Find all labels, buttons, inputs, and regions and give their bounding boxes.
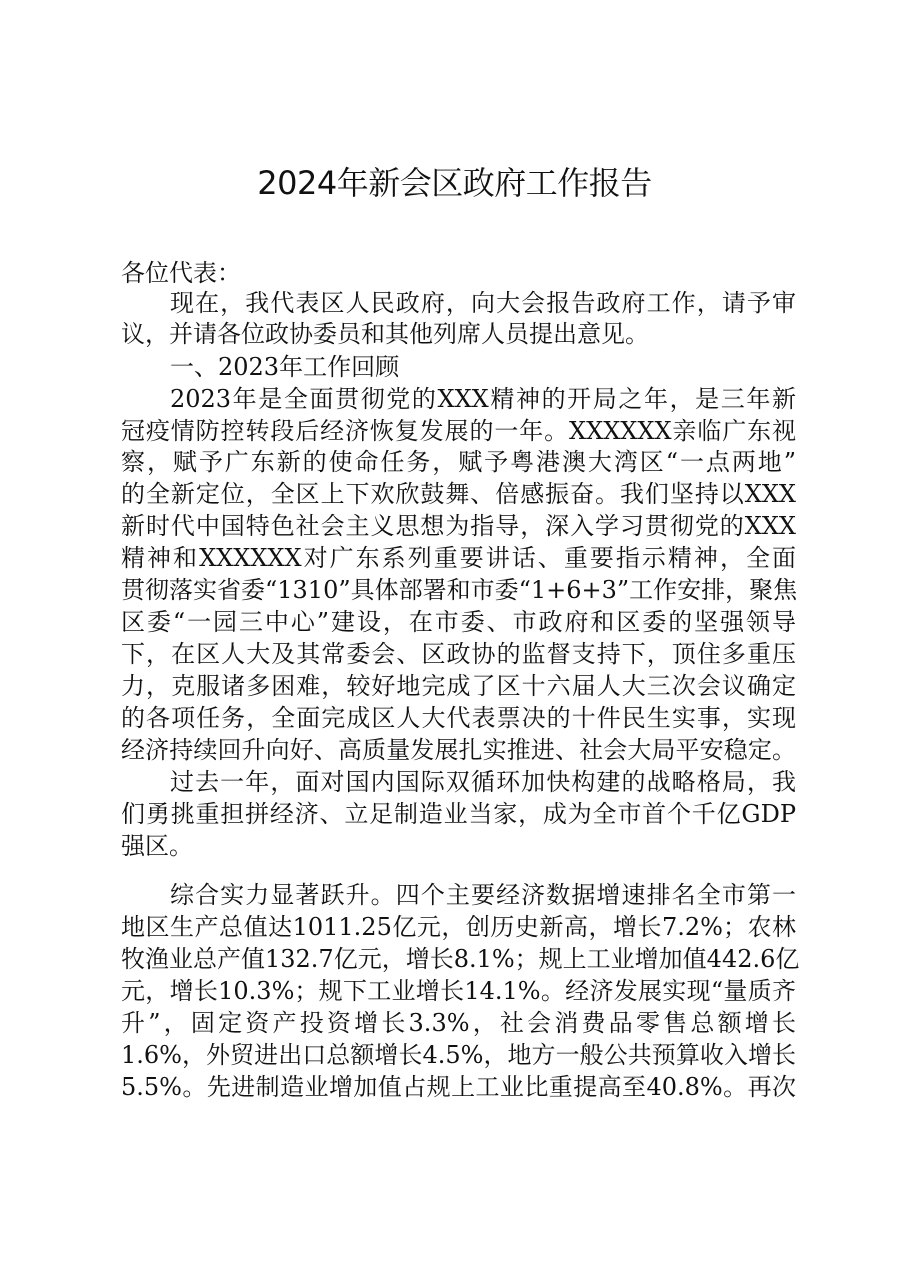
paragraph-line: 地区生产总值达1011.25亿元，创历史新高，增长7.2%；农林 [121,913,796,941]
paragraph-line: 下，在区人大及其常委会、区政协的监督支持下，顶住多重压 [121,640,796,668]
paragraph-line: 强区。 [121,832,193,860]
paragraph-line: 过去一年，面对国内国际双循环加快构建的战略格局，我 [170,768,796,796]
paragraph-line: 升”，固定资产投资增长3.3%，社会消费品零售总额增长 [121,1009,796,1037]
paragraph-line: 冠疫情防控转段后经济恢复发展的一年。XXXXXX亲临广东视 [121,417,796,445]
paragraph-line: 2023年是全面贯彻党的XXX精神的开局之年，是三年新 [170,385,796,413]
paragraph-line: 精神和XXXXXX对广东系列重要讲话、重要指示精神，全面 [121,544,796,572]
paragraph-line: 区委“一园三中心”建设，在市委、市政府和区委的坚强领导 [121,608,796,636]
paragraph-line: 新时代中国特色社会主义思想为指导，深入学习贯彻党的XXX [121,512,796,540]
paragraph-line: 察，赋予广东新的使命任务，赋予粤港澳大湾区“一点两地” [121,448,796,476]
paragraph-line: 现在，我代表区人民政府，向大会报告政府工作，请予审 [170,289,796,317]
document-title: 2024年新会区政府工作报告 [257,164,652,202]
paragraph-line: 1.6%，外贸进出口总额增长4.5%，地方一般公共预算收入增长 [121,1041,796,1069]
paragraph-line: 们勇挑重担拼经济、立足制造业当家，成为全市首个千亿GDP [121,800,796,828]
section-heading: 一、2023年工作回顾 [170,353,400,381]
paragraph-line: 经济持续回升向好、高质量发展扎实推进、社会大局平安稳定。 [121,736,796,764]
paragraph-line: 力，克服诸多困难，较好地完成了区十六届人大三次会议确定 [121,672,796,700]
paragraph-line: 牧渔业总产值132.7亿元，增长8.1%；规上工业增加值442.6亿 [121,945,800,973]
salutation: 各位代表： [121,259,241,287]
paragraph-line: 元，增长10.3%；规下工业增长14.1%。经济发展实现“量质齐 [121,977,796,1005]
paragraph-line: 5.5%。先进制造业增加值占规上工业比重提高至40.8%。再次 [121,1073,796,1101]
paragraph-line: 的全新定位，全区上下欢欣鼓舞、倍感振奋。我们坚持以XXX [121,480,796,508]
paragraph-line: 议，并请各位政协委员和其他列席人员提出意见。 [121,320,649,348]
paragraph-line: 综合实力显著跃升。四个主要经济数据增速排名全市第一 [170,881,796,909]
paragraph-line: 的各项任务，全面完成区人大代表票决的十件民生实事，实现 [121,704,796,732]
paragraph-line: 贯彻落实省委“1310”具体部署和市委“1+6+3”工作安排，聚焦 [121,576,798,604]
